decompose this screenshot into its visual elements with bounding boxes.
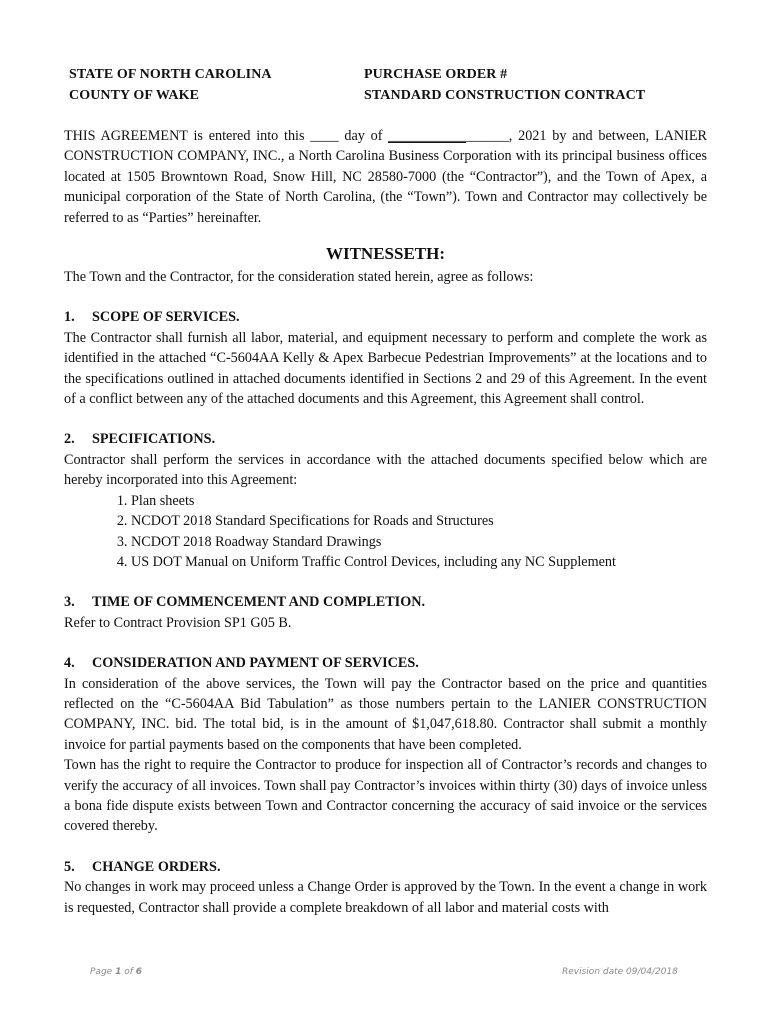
section-2-text: Contractor shall perform the services in accordance with the attached documents specified below which are hereby incorporated into this Agreement: — [64, 451, 707, 489]
page-number — [90, 967, 142, 977]
section-3-number: 3. — [64, 594, 75, 611]
total-pages: 6 — [135, 967, 142, 977]
county-heading: COUNTY OF WAKE — [69, 88, 200, 103]
current-page: 1 — [115, 967, 122, 977]
section-5-heading — [64, 857, 707, 877]
list-item: 1. Plan sheets — [131, 491, 707, 511]
intro-paragraph — [64, 126, 707, 228]
purchase-order-heading: PURCHASE ORDER # — [364, 67, 508, 82]
section-1-number: 1. — [64, 309, 75, 326]
contract-type-heading: STANDARD CONSTRUCTION CONTRACT — [364, 88, 646, 103]
section-5-number: 5. — [64, 858, 75, 875]
section-2-number: 2. — [64, 431, 75, 448]
section-5-title: CHANGE ORDERS. — [92, 858, 221, 875]
section-4-text-2: Town has the right to require the Contractor to produce for inspection all of Contractor’s records and changes to verify the accuracy of all invoices. Town shall pay Contractor’s invoices within thirty (30) days of invoice unless a bona fide dispute exists between Town and Contractor concerning the accuracy of said invoice or the services covered thereby. — [64, 757, 707, 835]
section-4-title: CONSIDERATION AND PAYMENT OF SERVICES. — [92, 655, 419, 672]
header-right — [364, 64, 645, 106]
list-item: 2. NCDOT 2018 Standard Specifications for Roads and Structures — [131, 511, 707, 531]
section-3-text: Refer to Contract Provision SP1 G05 B. — [64, 614, 292, 631]
section-2-heading — [64, 429, 707, 449]
month-blank: ___________ — [388, 128, 467, 144]
specifications-list — [64, 491, 707, 573]
section-5-text: No changes in work may proceed unless a Change Order is approved by the Town. In the event a change in work is requested, Contractor shall provide a complete breakdown of all labor and material costs with — [64, 879, 707, 916]
section-3-heading — [64, 592, 707, 612]
revision-date: Revision date 09/04/2018 — [562, 967, 678, 977]
section-4-heading — [64, 653, 707, 673]
section-4-number: 4. — [64, 655, 75, 672]
witnesseth-title: WITNESSETH: — [325, 244, 446, 264]
list-item: 4. US DOT Manual on Uniform Traffic Control Devices, including any NC Supplement — [131, 552, 707, 572]
section-1-text: The Contractor shall furnish all labor, material, and equipment necessary to perform and complete the work as identified in the attached “C-5604AA Kelly & Apex Barbecue Pedestrian Improvements” at the locations and to the specifications outlined in attached documents identified in Sections 2 and 29 of this Agreement. In the event of a conflict between any of the attached documents and this Agreement, this Agreement shall control. — [64, 329, 707, 408]
section-1-title: SCOPE OF SERVICES. — [92, 309, 240, 326]
header-left — [69, 64, 272, 106]
intro-text-rest: ______, 2021 by and between, LANIER CONSTRUCTION COMPANY, INC., a North Carolina Business Corporation with its principal business offices located at 1505 Browntown Road, Snow Hill, NC 28580-7000 (the “Contractor”), and the Town of Apex, a municipal corporation of the State of North Carolina, (the “Town”). Town and Contractor may collectively be referred to as “Parties” hereinafter. — [64, 128, 707, 226]
list-item: 3. NCDOT 2018 Roadway Standard Drawings — [131, 532, 707, 552]
state-heading: STATE OF NORTH CAROLINA — [69, 67, 272, 82]
section-3-title: TIME OF COMMENCEMENT AND COMPLETION. — [92, 594, 426, 611]
page-prefix: Page — [90, 967, 116, 977]
witnesseth-text: The Town and the Contractor, for the consideration stated herein, agree as follows: — [64, 269, 534, 286]
document-body — [64, 126, 707, 918]
page-of: of — [121, 967, 136, 977]
section-1-heading — [64, 307, 707, 327]
section-2-title: SPECIFICATIONS. — [92, 431, 216, 448]
section-4-text-1: In consideration of the above services, the Town will pay the Contractor based on the price and quantities reflected on the “C-5604AA Bid Tabulation” as those numbers pertain to the LANIER CONSTRUCTION COMPANY, INC. bid. The total bid, is in the amount of $1,047,618.80. Contractor shall submit a monthly invoice for partial payments based on the components that have been completed. — [64, 675, 707, 753]
intro-text-start: THIS AGREEMENT is entered into this ____ day of — [64, 128, 389, 144]
